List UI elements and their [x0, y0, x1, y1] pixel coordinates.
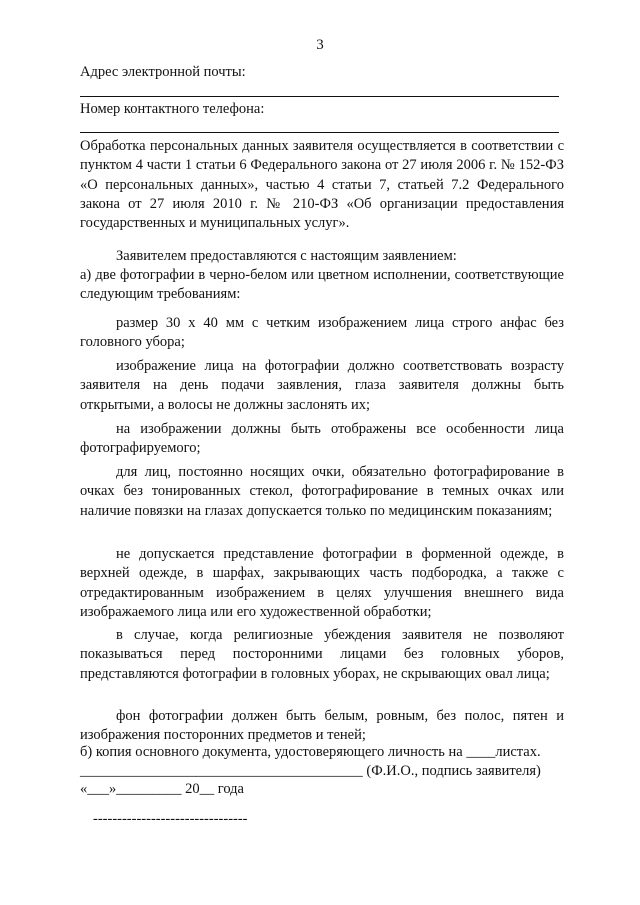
requirement-face: изображение лица на фотографии должно соответствовать возрасту заявителя на день подачи заявления, глаза заявителя должны быть открытыми, а волосы не должны заслонять их; — [80, 358, 564, 413]
item-a: а) две фотографии в черно-белом или цветном исполнении, соответствующие следующим требованиям: — [80, 267, 564, 303]
email-underline — [80, 96, 559, 97]
phone-label: Номер контактного телефона: — [80, 101, 265, 117]
requirement-religious: в случае, когда религиозные убеждения заявителя не позволяют показываться перед посторонними лицами без головных уборов, представляются фотографии в головных уборах, не скрывающих овал лица; — [80, 627, 564, 682]
attachments-intro: Заявителем предоставляются с настоящим заявлением: — [116, 248, 457, 264]
requirement-glasses: для лиц, постоянно носящих очки, обязательно фотографирование в очках без тонированных стекол, фотографирование в темных очках или наличие повязки на глазах допускается только по медицинским показаниям; — [80, 464, 564, 519]
page-number: 3 — [316, 37, 324, 53]
personal-data-paragraph: Обработка персональных данных заявителя осуществляется в соответствии с пунктом 4 части 1 статьи 6 Федерального закона от 27 июля 2006 г. № 152-ФЗ «О персональных данных», частью 4 статьи 7, статьей 7.2 Федерального закона от 27 июля 2010 г. № 210-ФЗ «Об организации предоставления государственных и муниципальных услуг». — [80, 138, 564, 232]
signature-line: _______________________________________ (Ф.И.О., подпись заявителя) — [80, 763, 541, 779]
phone-underline — [80, 132, 559, 133]
item-b: б) копия основного документа, удостоверяющего личность на ____листах. — [80, 744, 541, 760]
email-label: Адрес электронной почты: — [80, 64, 246, 80]
requirement-size: размер 30 х 40 мм с четким изображением лица строго анфас без головного убора; — [80, 315, 564, 351]
dash-separator: -------------------------------- — [93, 811, 248, 827]
requirement-features: на изображении должны быть отображены все особенности лица фотографируемого; — [80, 421, 564, 457]
date-line: «___»_________ 20__ года — [80, 781, 244, 797]
requirement-background: фон фотографии должен быть белым, ровным, без полос, пятен и изображения посторонних предметов и теней; — [80, 708, 564, 744]
requirement-clothing: не допускается представление фотографии в форменной одежде, в верхней одежде, в шарфах, закрывающих часть подбородка, а также с отредактированным изображением в целях улучшения внешнего вида изображаемого лица или его художественной обработки; — [80, 546, 564, 620]
